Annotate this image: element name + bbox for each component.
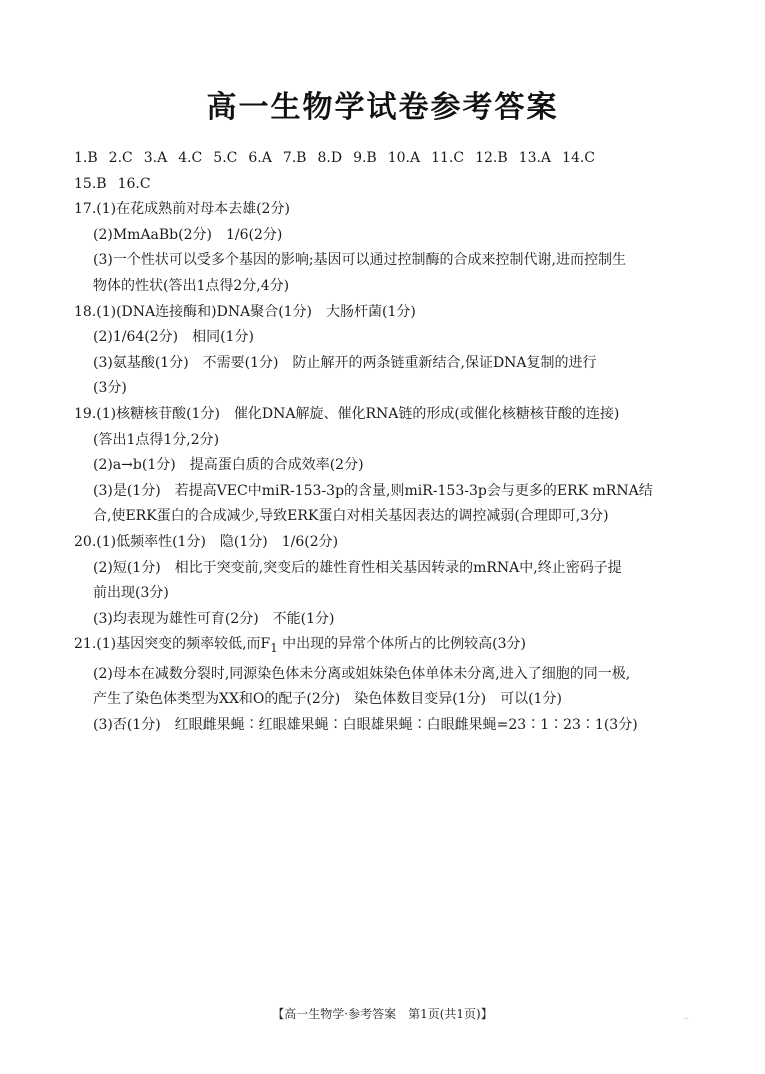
- q18-line-1: 18.(1)(DNA连接酶和)DNA聚合(1分) 大肠杆菌(1分): [74, 303, 416, 320]
- q17-line-3: (3)一个性状可以受多个基因的影响;基因可以通过控制酶的合成来控制代谢,进而控制生: [93, 252, 626, 269]
- page-title: 高一生物学试卷参考答案: [206, 90, 559, 125]
- q20-line-2: (2)短(1分) 相比于突变前,突变后的雄性育性相关基因转录的mRNA中,终止密码子提: [93, 559, 622, 576]
- q19-line-2: (答出1点得1分,2分): [93, 431, 220, 448]
- mc-answer: 6.A: [248, 150, 272, 166]
- multiple-choice-answers-line-2: [74, 172, 696, 198]
- q21-line-1: [74, 632, 696, 661]
- mc-answer: 12.B: [475, 150, 508, 166]
- mc-answer: 7.B: [282, 150, 307, 166]
- q20-line-4: (3)均表现为雄性可育(2分) 不能(1分): [93, 610, 335, 627]
- page-corner-mark: ..: [684, 1012, 690, 1021]
- answer-content: [74, 146, 696, 738]
- mc-answer: 15.B: [74, 175, 107, 192]
- q21-line-1-start: 21.(1)基因突变的频率较低,而F: [74, 636, 271, 653]
- q19-line-3: (2)a→b(1分) 提高蛋白质的合成效率(2分): [93, 457, 364, 474]
- q21-line-3: 产生了染色体类型为XX和O的配子(2分) 染色体数目变异(1分) 可以(1分): [93, 691, 562, 708]
- mc-answer: 16.C: [117, 175, 151, 192]
- mc-answer: 8.D: [317, 150, 343, 166]
- mc-answer: 9.B: [353, 150, 377, 166]
- q19-line-4: (3)是(1分) 若提高VEC中miR-153-3p的含量,则miR-153-3p会与更多的ERK mRNA结: [93, 482, 653, 499]
- mc-answer: 13.A: [518, 150, 552, 166]
- q17-line-4: 物体的性状(答出1点得2分,4分): [93, 277, 290, 294]
- q19-line-5: 合,使ERK蛋白的合成减少,导致ERK蛋白对相关基因表达的调控减弱(合理即可,3分): [93, 508, 609, 525]
- q19-line-1: 19.(1)核糖核苷酸(1分) 催化DNA解旋、催化RNA链的形成(或催化核糖核苷酸的连接): [74, 405, 620, 422]
- mc-answer: 10.A: [387, 150, 421, 166]
- q20-line-1: 20.(1)低频率性(1分) 隐(1分) 1/6(2分): [74, 533, 339, 550]
- mc-answer: 2.C: [108, 150, 133, 166]
- q21-line-1-end: 中出现的异常个体所占的比例较高(3分): [282, 636, 526, 653]
- mc-answer: 5.C: [213, 150, 238, 166]
- multiple-choice-answers-line-1: [74, 146, 696, 172]
- mc-answer: 11.C: [431, 150, 465, 166]
- q18-line-3: (3)氨基酸(1分) 不需要(1分) 防止解开的两条链重新结合,保证DNA复制的进行: [93, 354, 597, 371]
- q17-line-1: 17.(1)在花成熟前对母本去雄(2分): [74, 201, 290, 218]
- mc-answer: 1.B: [74, 150, 98, 166]
- q18-line-2: (2)1/64(2分) 相同(1分): [93, 329, 254, 346]
- mc-answer: 3.A: [143, 150, 168, 166]
- q21-line-4: (3)否(1分) 红眼雌果蝇∶红眼雄果蝇∶白眼雄果蝇∶白眼雌果蝇=23∶1∶23∶1(3分): [93, 716, 638, 733]
- page-footer: 【高一生物学·参考答案 第1页(共1页)】: [272, 1007, 493, 1021]
- mc-answer: 14.C: [562, 150, 596, 166]
- q18-line-4: (3分): [93, 380, 127, 397]
- q17-line-2: (2)MmAaBb(2分) 1/6(2分): [93, 226, 283, 243]
- q21-f1-subscript: 1: [270, 641, 278, 656]
- q21-line-2: (2)母本在减数分裂时,同源染色体未分离或姐妹染色体单体未分离,进入了细胞的同一极,: [93, 665, 631, 682]
- mc-answer: 4.C: [178, 150, 203, 166]
- q20-line-3: 前出现(3分): [93, 585, 169, 602]
